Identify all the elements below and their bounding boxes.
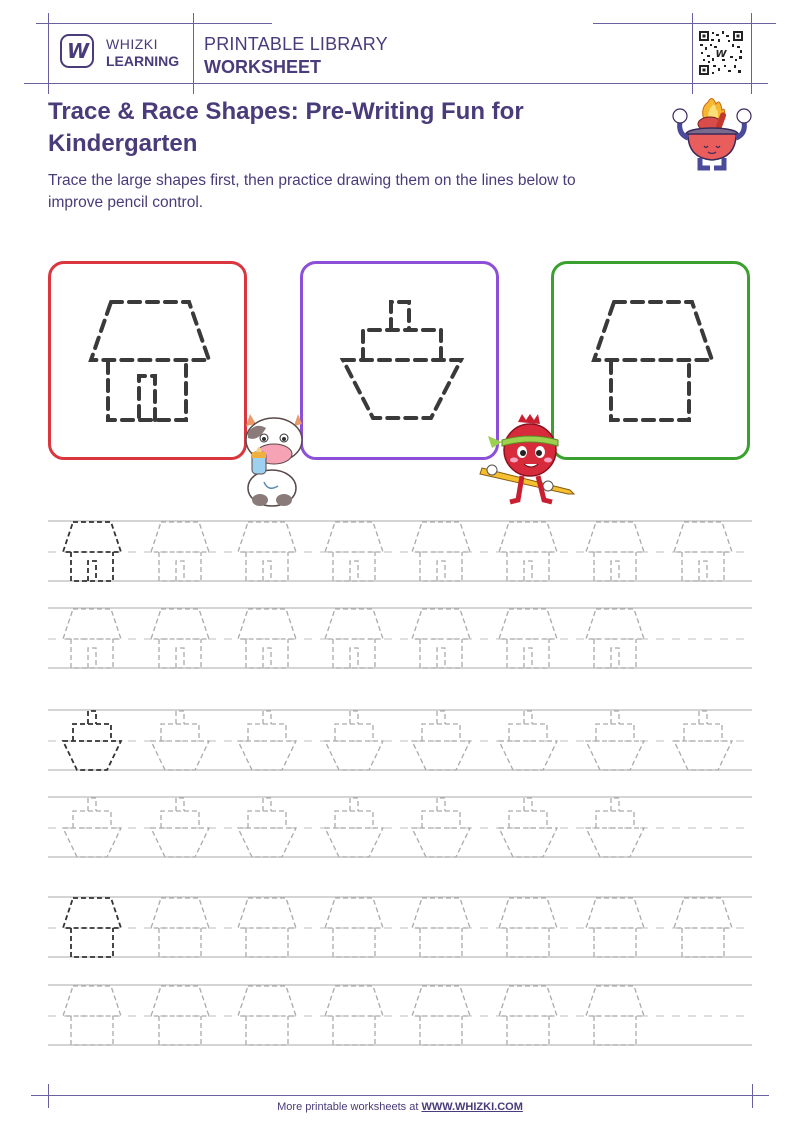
house-with-door-practice-shape [151, 522, 209, 581]
instructions: Trace the large shapes first, then practice drawing them on the lines below to improve pencil control. [48, 172, 576, 211]
boat-practice-shape [412, 798, 470, 857]
boat-practice-shape [325, 711, 383, 770]
boat-practice-shape [238, 798, 296, 857]
boat-practice-shape [674, 711, 732, 770]
svg-text:W: W [715, 49, 727, 60]
brand-name: WHIZKI [106, 36, 158, 52]
boat-practice-shape [151, 798, 209, 857]
library-label: PRINTABLE LIBRARY [204, 34, 388, 54]
logo-w-icon: W [66, 39, 88, 63]
boat-practice-shape [151, 711, 209, 770]
house-practice-shape [151, 986, 209, 1045]
boat-practice-shape [63, 711, 121, 770]
boat-practice-shape [499, 711, 557, 770]
house-with-door-practice-shape [151, 609, 209, 668]
footer [0, 1101, 800, 1113]
worksheet-label: WORKSHEET [204, 57, 321, 77]
house-practice-shape [151, 898, 209, 957]
boat-practice-shape [586, 711, 644, 770]
boat-practice-shape [238, 711, 296, 770]
boat-practice-shape [586, 798, 644, 857]
boat-practice-shape [63, 798, 121, 857]
footer-rule [31, 1095, 769, 1096]
boat-practice-shape [499, 798, 557, 857]
footer-link[interactable]: WWW.WHIZKI.COM [421, 1101, 523, 1113]
footer-text: More printable worksheets at [277, 1101, 422, 1113]
boat-practice-shape [325, 798, 383, 857]
boat-practice-shape [412, 711, 470, 770]
brand-learning: LEARNING [106, 53, 180, 69]
page-title: Trace & Race Shapes: Pre-Writing Fun for Kindergarten [48, 98, 524, 157]
